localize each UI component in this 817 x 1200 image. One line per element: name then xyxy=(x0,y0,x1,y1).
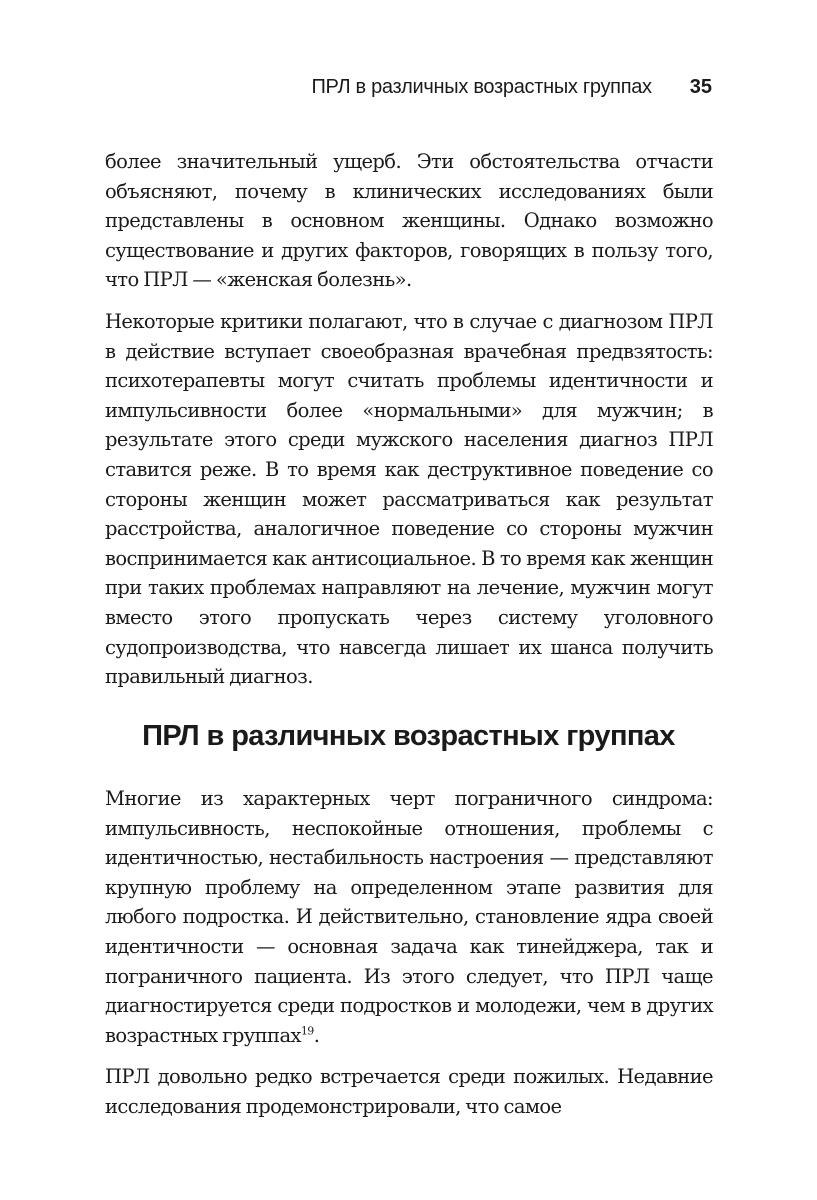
footnote-reference[interactable]: 19 xyxy=(300,1024,314,1038)
paragraph: Некоторые критики полагают, что в случае с диагнозом ПРЛ в действие вступает своеобразная врачебная предвзятость: психотерапевты могут считать проблемы идентичности и импульсивности более «нормальными» для мужчин; в результате этого среди мужского населения диагноз ПРЛ ставится реже. В то время как деструктивное поведение со стороны женщин может рассматриваться как результат расстройства, аналогичное поведение со стороны мужчин воспринимается как антисоциальное. В то время как женщин при таких проблемах направляют на лечение, мужчин могут вместо этого пропускать через систему уголовного судопроизводства, что навсегда лишает их шанса получить правильный диагноз. xyxy=(105,309,713,689)
section-heading: ПРЛ в различных возрастных группах xyxy=(142,720,675,752)
paragraph: более значительный ущерб. Эти обстоятельства отчасти объясняют, почему в клинических исследованиях были представлены в основном женщины. Однако возможно существование и других факторов, говорящих в пользу того, что ПРЛ — «женская болезнь». xyxy=(105,150,713,292)
running-title: ПРЛ в различных возрастных группах xyxy=(311,76,652,98)
paragraph: ПРЛ довольно редко встречается среди пожилых. Недавние исследования продемонстрировали, что самое xyxy=(105,1065,713,1118)
page-number: 35 xyxy=(689,76,712,98)
section-intro-text xyxy=(105,147,713,692)
paragraph xyxy=(105,784,713,1050)
section-age-groups-text xyxy=(105,784,713,1122)
paragraph-end: . xyxy=(313,1023,320,1047)
running-header xyxy=(311,76,712,99)
paragraph-text: Многие из характерных черт пограничного синдрома: импульсивность, неспокойные отношения, проблемы с идентичностью, нестабильность настроения — представляют крупную проблему на определенном этапе развития для любого подростка. И действительно, становление ядра своей идентичности — основная задача как тинейджера, так и пограничного пациента. Из этого следует, что ПРЛ чаще диагностируется среди подростков и молодежи, чем в других возрастных группах xyxy=(105,787,713,1047)
